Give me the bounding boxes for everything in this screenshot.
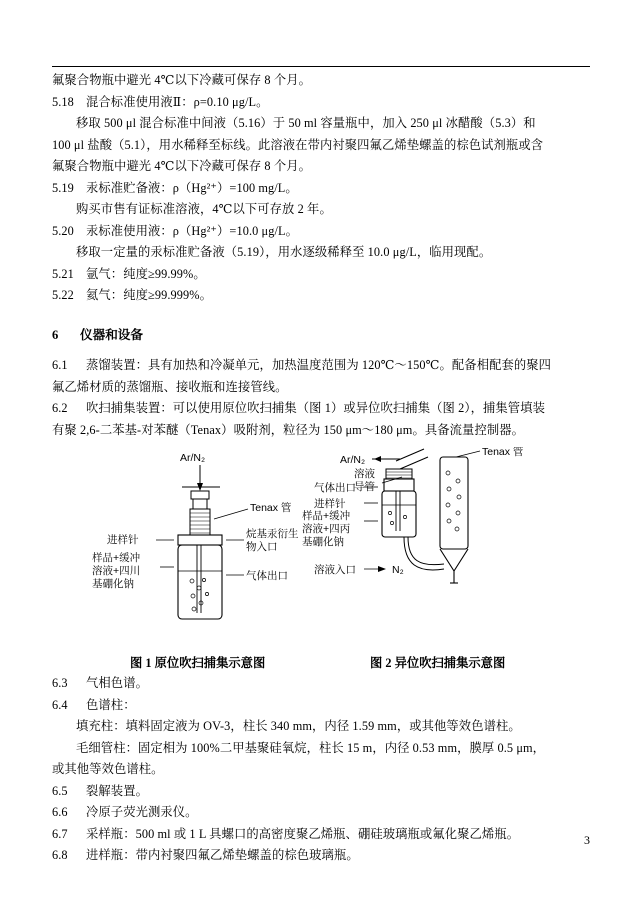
header-rule: [52, 66, 590, 67]
body-line-numbered: [52, 781, 584, 803]
clause-text: 汞标准贮备液：ρ（Hg²⁺）=100 mg/L。: [86, 180, 298, 195]
clause-text: 蒸馏装置：具有加热和冷凝单元，加热温度范围为 120℃～150℃。配备相配套的聚四: [86, 358, 552, 372]
clause-text: 冷原子荧光测汞仪。: [86, 805, 198, 819]
fig1-gas-outlet-label: 气体出口: [246, 570, 288, 582]
body-line-numbered: [52, 285, 584, 307]
body-line: 有聚 2,6-二苯基-对苯醚（Tenax）吸附剂，粒径为 150 μm～180 μm。具备流量控制器。: [52, 422, 525, 437]
body-line-numbered: [52, 695, 584, 717]
clause-number: 6.5: [52, 783, 68, 798]
body-line-numbered: [52, 824, 584, 846]
clause-number: 5.18: [52, 94, 74, 109]
clause-number: 6.1: [52, 358, 68, 372]
clause-number: 5.21: [52, 266, 74, 281]
body-line: 氟聚合物瓶中避光 4℃以下冷藏可保存 8 个月。: [52, 73, 312, 87]
fig2-solution-tube-label: 溶液: [354, 468, 375, 480]
body-line: 填充柱：填料固定液为 OV-3，柱长 340 mm，内径 1.59 mm，或其他等效色谱柱。: [76, 719, 521, 733]
fig1-sample-buffer-label: 样品+缓冲: [92, 552, 141, 564]
section-heading: [52, 325, 584, 347]
clause-text: 裂解装置。: [86, 783, 148, 798]
fig1-gas-inlet-label: Ar/N₂: [180, 452, 206, 464]
body-line: 毛细管柱：固定相为 100%二甲基聚硅氧烷，柱长 15 m，内径 0.53 mm，膜厚 0.5 μm，: [76, 740, 546, 755]
page-number: 3: [584, 833, 590, 847]
clause-text: 采样瓶：500 ml 或 1 L 具螺口的高密度聚乙烯瓶、硼硅玻璃瓶或氟化聚乙烯瓶。: [86, 826, 520, 841]
clause-text: 进样瓶：带内衬聚四氟乙烯垫螺盖的棕色玻璃瓶。: [86, 848, 359, 862]
clause-number: 6.3: [52, 676, 68, 690]
fig1-tenax-label: Tenax 管: [250, 502, 292, 514]
fig1-derivative-inlet-label: 烷基汞衍生: [246, 528, 299, 540]
fig1-sample-needle-label: 进样针: [107, 534, 139, 546]
spacer: [52, 346, 584, 355]
clause-number: 5.20: [52, 223, 74, 238]
body-line: 氟乙烯材质的蒸馏瓶、接收瓶和连接管线。: [52, 379, 288, 394]
body-line-numbered: [52, 398, 584, 420]
body-line: 100 μl 盐酸（5.1），用水稀释至标线。此溶液在带内衬聚四氟乙烯垫螺盖的棕色试剂瓶或含: [52, 137, 544, 152]
clause-number: 5.19: [52, 180, 74, 195]
fig2-solution-inlet-label: 溶液入口: [314, 564, 356, 576]
body-line-numbered: [52, 92, 584, 114]
body-line-numbered: [52, 673, 584, 695]
fig2-n2-label: N₂: [392, 564, 404, 576]
figure-1-caption: 图 1 原位吹扫捕集示意图: [130, 656, 266, 670]
clause-text: 氦气：纯度≥99.999%。: [86, 288, 212, 302]
fig2-sample-buffer-label3: 基硼化钠: [302, 536, 344, 548]
body-line-numbered: [52, 355, 584, 377]
clause-text: 氩气：纯度≥99.99%。: [86, 266, 206, 281]
fig1-derivative-inlet-label2: 物入口: [246, 541, 278, 553]
clause-text: 气相色谱。: [86, 676, 148, 690]
body-line-numbered: [52, 221, 584, 243]
clause-text: 混合标准使用液Ⅱ：ρ=0.10 μg/L。: [86, 94, 269, 109]
fig2-sample-needle-label: 进样针: [314, 498, 346, 510]
figures-area: [52, 447, 584, 653]
clause-number: 6.8: [52, 848, 68, 862]
body-line-numbered: [52, 802, 584, 824]
body-line: 氟聚合物瓶中避光 4℃以下冷藏可保存 8 个月。: [52, 159, 312, 173]
body-line-numbered: [52, 178, 584, 200]
clause-text: 色谱柱：: [86, 697, 136, 712]
clause-number: 6.4: [52, 697, 68, 712]
clause-number: 6.6: [52, 805, 68, 819]
section-number: 6: [52, 327, 59, 342]
clause-number: 5.22: [52, 288, 74, 302]
fig1-sample-buffer-label3: 基硼化钠: [92, 578, 134, 590]
body-line: 或其他等效色谱柱。: [52, 762, 164, 776]
clause-number: 6.2: [52, 401, 68, 415]
clause-text: 吹扫捕集装置：可以使用原位吹扫捕集（图 1）或异位吹扫捕集（图 2），捕集管填装: [86, 401, 545, 415]
spacer: [52, 307, 584, 325]
fig2-tenax-label: Tenax 管: [482, 447, 524, 458]
body-line-numbered: [52, 264, 584, 286]
fig2-sample-buffer-label2: 溶液+四丙: [302, 523, 351, 535]
fig1-sample-buffer-label2: 溶液+四川: [92, 565, 141, 577]
body-line: 移取 500 μl 混合标准中间液（5.16）于 50 ml 容量瓶中，加入 250 μl 冰醋酸（5.3）和: [76, 116, 536, 130]
clause-number: 6.7: [52, 826, 68, 841]
fig2-gas-inlet-label: Ar/N₂: [340, 454, 366, 466]
body-line: 购买市售有证标准溶液，4℃以下可存放 2 年。: [76, 202, 332, 216]
figure-captions: [52, 653, 584, 673]
figure-2-caption: 图 2 异位吹扫捕集示意图: [370, 656, 506, 670]
body-line: 移取一定量的汞标准贮备液（5.19），用水逐级稀释至 10.0 μg/L，临用现配。: [76, 245, 492, 259]
clause-text: 汞标准使用液：ρ（Hg²⁺）=10.0 μg/L。: [86, 223, 299, 238]
fig2-solution-tube-label2: 导管: [354, 481, 375, 493]
fig2-sample-buffer-label: 样品+缓冲: [302, 510, 351, 522]
section-title: 仪器和设备: [80, 327, 143, 342]
body-line-numbered: [52, 845, 584, 867]
apparatus-diagrams: [52, 447, 584, 653]
fig2-gas-outlet-label: 气体出口: [314, 482, 356, 494]
